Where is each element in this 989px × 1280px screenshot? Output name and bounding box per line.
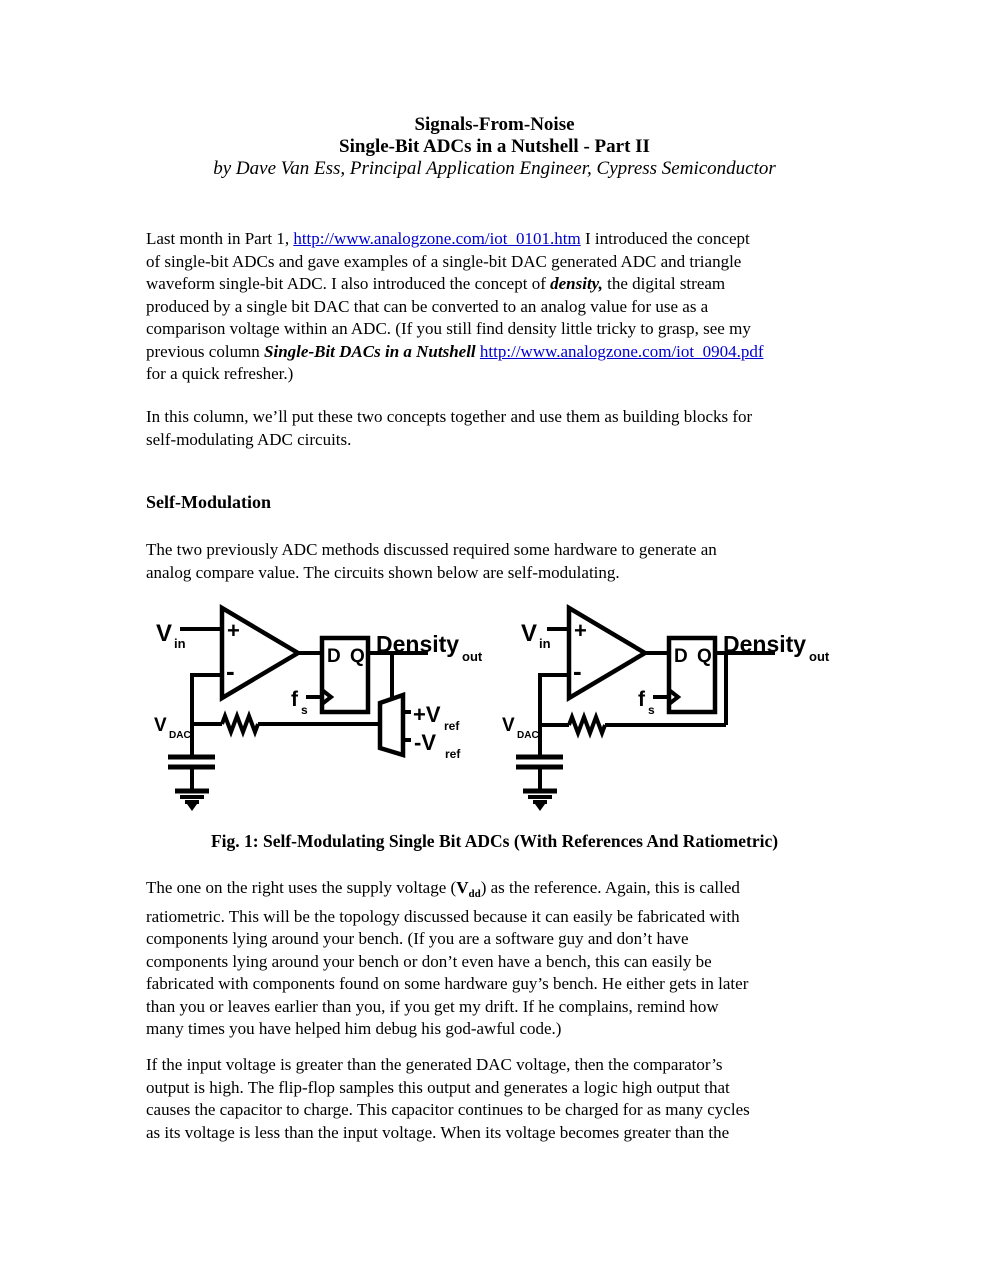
circuit-diagram-with-references bbox=[150, 595, 490, 825]
text-line bbox=[146, 1122, 906, 1145]
capacitor-symbol bbox=[516, 757, 563, 791]
text-run: ) as the reference. Again, this is called bbox=[480, 878, 740, 897]
fs-clock-sub-label: s bbox=[648, 703, 655, 717]
text-line bbox=[146, 318, 906, 341]
dff-q-label: Q bbox=[697, 646, 712, 667]
text-run: The two previously ADC methods discussed required some hardware to generate an bbox=[146, 540, 717, 559]
text-line bbox=[146, 1077, 906, 1100]
text-line bbox=[146, 1054, 906, 1077]
density-out-sub-label: out bbox=[462, 649, 483, 664]
text-line bbox=[146, 429, 906, 452]
paragraph-ratiometric bbox=[146, 877, 906, 1041]
text-run: I introduced the concept bbox=[580, 229, 750, 248]
vref-neg-label: -V bbox=[414, 730, 436, 755]
text-run: density, bbox=[550, 274, 603, 293]
text-run: components lying around your bench. (If you are a software guy and don’t have bbox=[146, 929, 689, 948]
minus-input-label: - bbox=[573, 656, 582, 686]
ground-symbol bbox=[175, 791, 209, 811]
hyperlink[interactable]: http://www.analogzone.com/iot_0904.pdf bbox=[479, 341, 764, 361]
vin-sub-label: in bbox=[174, 636, 186, 651]
text-run: for a quick refresher.) bbox=[146, 364, 294, 383]
vin-label: V bbox=[521, 620, 538, 647]
text-run: than you or leaves earlier than you, if you get my drift. If he complains, remind how bbox=[146, 996, 719, 1016]
text-run: dd bbox=[468, 888, 481, 900]
text-run: many times you have helped him debug his god-awful code.) bbox=[146, 1019, 562, 1038]
plus-input-label: + bbox=[574, 618, 587, 643]
text-line bbox=[146, 996, 906, 1019]
comparator-symbol bbox=[569, 608, 645, 698]
article-header bbox=[0, 114, 989, 180]
text-run: previous column bbox=[146, 341, 265, 361]
fs-clock-sub-label: s bbox=[301, 703, 308, 717]
text-run: Last month in Part 1, bbox=[146, 229, 294, 248]
dff-q-label: Q bbox=[350, 646, 365, 667]
text-run: The one on the right uses the supply voltage ( bbox=[146, 878, 457, 897]
text-run: components lying around your bench or don’t even have a bench, this can easily be bbox=[146, 951, 712, 971]
text-line bbox=[146, 228, 906, 251]
dff-d-label: D bbox=[327, 646, 341, 667]
dff-symbol bbox=[322, 638, 368, 712]
text-line bbox=[146, 539, 906, 562]
text-line bbox=[146, 1018, 906, 1041]
paragraph-operation bbox=[146, 1054, 906, 1144]
text-line bbox=[146, 973, 906, 996]
text-run: V bbox=[456, 878, 469, 897]
text-run: Single-Bit DACs in a Nutshell bbox=[264, 341, 476, 361]
text-line bbox=[146, 341, 906, 364]
text-run: fabricated with components found on some hardware guy’s bench. He either gets in later bbox=[146, 974, 749, 993]
dff-symbol bbox=[669, 638, 715, 712]
vref-pos-label: +V bbox=[413, 702, 441, 727]
text-line bbox=[146, 406, 906, 429]
text-line bbox=[146, 562, 906, 585]
vdac-label: V bbox=[502, 715, 515, 736]
mux-symbol bbox=[380, 695, 411, 755]
text-run: as its voltage is less than the input voltage. When its voltage becomes greater than the bbox=[146, 1122, 730, 1142]
vdac-sub-label: DAC bbox=[169, 730, 191, 741]
text-line bbox=[146, 251, 906, 274]
vdac-sub-label: DAC bbox=[517, 730, 539, 741]
fs-clock-label: f bbox=[638, 688, 645, 711]
text-line bbox=[146, 951, 906, 974]
plus-input-label: + bbox=[227, 618, 240, 643]
article-byline: by Dave Van Ess, Principal Application Engineer, Cypress Semiconductor bbox=[213, 158, 776, 179]
paragraph-self-modulating bbox=[146, 539, 906, 584]
text-line bbox=[146, 1099, 906, 1122]
text-run: ratiometric. This will be the topology discussed because it can easily be fabricated with bbox=[146, 906, 740, 926]
section-heading-self-modulation: Self-Modulation bbox=[146, 492, 272, 512]
text-line bbox=[146, 877, 906, 906]
text-run: If the input voltage is greater than the generated DAC voltage, then the comparator’s bbox=[146, 1055, 723, 1074]
figure-1 bbox=[0, 595, 989, 830]
hyperlink[interactable]: http://www.analogzone.com/iot_0101.htm bbox=[293, 229, 581, 248]
vin-sub-label: in bbox=[539, 636, 551, 651]
ground-symbol bbox=[523, 791, 557, 811]
circuit-diagram-ratiometric bbox=[495, 595, 845, 825]
comparator-symbol bbox=[222, 608, 298, 698]
text-line bbox=[146, 273, 906, 296]
text-line bbox=[146, 363, 906, 386]
vdac-label: V bbox=[154, 715, 167, 736]
vref-neg-sub-label: ref bbox=[445, 747, 461, 761]
text-run: waveform single-bit ADC. I also introduced the concept of bbox=[146, 274, 551, 293]
text-run: self-modulating ADC circuits. bbox=[146, 429, 352, 449]
vref-pos-sub-label: ref bbox=[444, 719, 460, 733]
text-line bbox=[146, 906, 906, 929]
resistor-symbol bbox=[222, 716, 258, 732]
text-run: analog compare value. The circuits shown below are self-modulating. bbox=[146, 562, 620, 582]
capacitor-symbol bbox=[168, 757, 215, 791]
dff-d-label: D bbox=[674, 646, 688, 667]
figure-caption: Fig. 1: Self-Modulating Single Bit ADCs (With References And Ratiometric) bbox=[210, 831, 779, 851]
resistor-symbol bbox=[569, 717, 605, 733]
article-series-title: Signals-From-Noise bbox=[414, 114, 575, 135]
density-out-label: Density bbox=[723, 631, 807, 657]
text-run: produced by a single bit DAC that can be converted to an analog value for use as a bbox=[146, 296, 709, 316]
fs-clock-label: f bbox=[291, 688, 298, 711]
text-run: output is high. The flip-flop samples this output and generates a logic high output that bbox=[146, 1077, 730, 1097]
vin-label: V bbox=[156, 620, 173, 647]
article-title: Single-Bit ADCs in a Nutshell - Part II bbox=[339, 136, 650, 157]
text-run: the digital stream bbox=[602, 274, 726, 293]
density-out-label: Density bbox=[376, 631, 460, 657]
density-out-sub-label: out bbox=[809, 649, 830, 664]
minus-input-label: - bbox=[226, 656, 235, 686]
text-run: comparison voltage within an ADC. (If you still find density little tricky to grasp, see my bbox=[146, 319, 751, 338]
text-run: causes the capacitor to charge. This capacitor continues to be charged for as many cycles bbox=[146, 1100, 750, 1119]
text-run: In this column, we’ll put these two concepts together and use them as building blocks for bbox=[146, 407, 753, 426]
paragraph-column-goal bbox=[146, 406, 906, 451]
text-line bbox=[146, 296, 906, 319]
paragraph-intro bbox=[146, 228, 906, 386]
text-run: of single-bit ADCs and gave examples of a single-bit DAC generated ADC and triangle bbox=[146, 251, 742, 271]
text-line bbox=[146, 928, 906, 951]
